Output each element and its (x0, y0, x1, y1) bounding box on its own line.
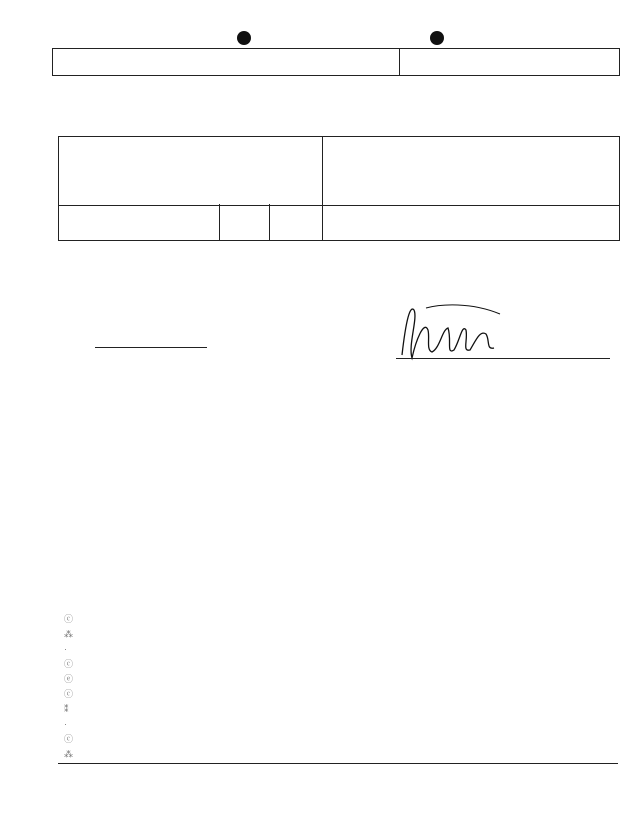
reason-address-box (58, 136, 620, 206)
short-title-box (52, 48, 620, 76)
city-state-zip-box (58, 204, 620, 241)
punch-hole-icon (237, 31, 251, 45)
margin-marks: ⓒ ⁂ · ⓒ ⓔ ⓒ ⁑ · ⓒ ⁂ (64, 614, 74, 759)
signature-icon (396, 300, 506, 362)
signature-line (396, 358, 610, 359)
footer-rule (58, 763, 618, 764)
dated-value (95, 347, 207, 348)
punch-hole-icon (430, 31, 444, 45)
item-4-paragraph (63, 250, 619, 266)
